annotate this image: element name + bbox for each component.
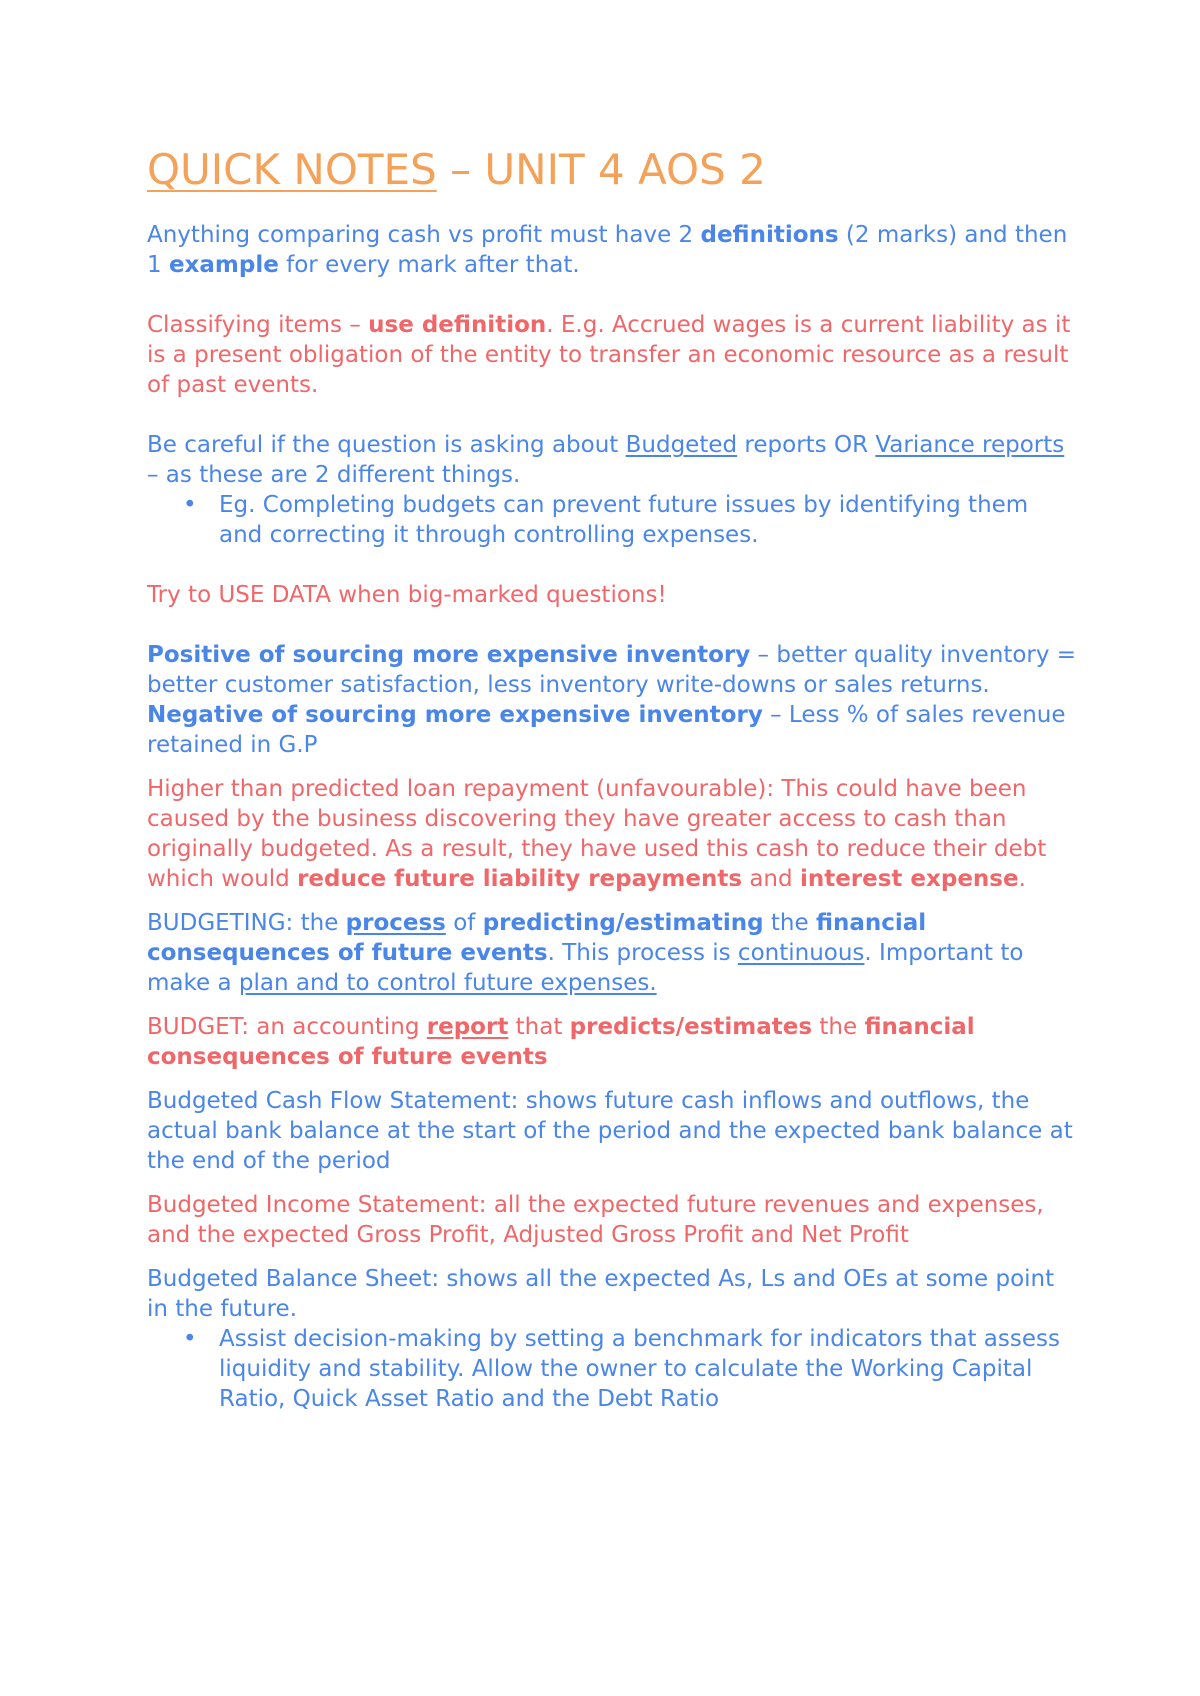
text: that (508, 1014, 570, 1040)
note-budgeted-vs-variance (147, 430, 1077, 490)
text: the (763, 910, 816, 936)
text: for every mark after that. (278, 252, 580, 278)
bold-text: use definition (368, 312, 547, 338)
title-rest: – UNIT 4 AOS 2 (436, 145, 766, 194)
text: Be careful if the question is asking about (147, 432, 626, 458)
underlined-text: continuous (737, 940, 865, 966)
text: Classifying items – (147, 312, 369, 338)
note-balance-sheet (147, 1264, 1077, 1324)
bullet-list (147, 1324, 1077, 1414)
bullet-list (147, 490, 1077, 550)
text: the (812, 1014, 865, 1040)
text: and (742, 866, 800, 892)
text: – better quality inventory = better customer satisfaction, less inventory write-downs or sales returns. (147, 642, 1077, 698)
text: . E.g. Accrued wages is a current liability as it is a present obligation of the entity to transfer an economic resource as a result of past events. (147, 312, 1071, 398)
text: Higher than predicted loan repayment (unfavourable): This could have been caused by the business discovering they have greater access to cash than originally budgeted. As a result, they have used this cash to reduce their debt which would (147, 776, 1047, 892)
list-item-text: Assist decision-making by setting a benchmark for indicators that assess liquidity and stability. Allow the owner to calculate the Working Capital Ratio, Quick Asset Ratio and the Debt Ratio (219, 1326, 1060, 1412)
text: of (445, 910, 483, 936)
bold-text: example (168, 252, 279, 278)
page-title (147, 140, 1077, 200)
list-item-text: Eg. Completing budgets can prevent future issues by identifying them and correcting it through controlling expenses. (219, 492, 1029, 548)
note-positive-inventory (147, 640, 1077, 700)
underlined-text: Variance reports (875, 432, 1065, 458)
note-cash-vs-profit (147, 220, 1077, 280)
title-underlined: QUICK NOTES (147, 145, 437, 194)
bold-text: predicts/estimates (569, 1014, 813, 1040)
bullet-icon: • (183, 492, 197, 518)
note-loan-repayment (147, 774, 1077, 894)
list-item (183, 1324, 1077, 1414)
text: Budgeted Cash Flow Statement: shows future cash inflows and outflows, the actual bank balance at the start of the period and the expected bank balance at the end of the period (147, 1088, 1073, 1174)
text: BUDGET: an accounting (147, 1014, 427, 1040)
underlined-text: Budgeted (625, 432, 738, 458)
note-income-statement (147, 1190, 1077, 1250)
note-negative-inventory (147, 700, 1077, 760)
list-item (183, 490, 1077, 550)
text: BUDGETING: the (147, 910, 346, 936)
bold-underlined-text: process (345, 910, 446, 936)
bullet-icon: • (183, 1326, 197, 1352)
bold-text: financial consequences of future events (147, 1014, 975, 1070)
note-use-data (147, 580, 1077, 610)
bold-underlined-text: report (426, 1014, 509, 1040)
bold-text: Negative of sourcing more expensive inventory (147, 702, 763, 728)
text: Budgeted Income Statement: all the expected future revenues and expenses, and the expected Gross Profit, Adjusted Gross Profit and Net Profit (147, 1192, 1044, 1248)
bold-text: Positive of sourcing more expensive inventory (147, 642, 751, 668)
text: Anything comparing cash vs profit must have 2 (147, 222, 701, 248)
text: . This process is (547, 940, 738, 966)
document-page (147, 140, 1077, 1414)
note-classifying-items (147, 310, 1077, 400)
text: Budgeted Balance Sheet: shows all the expected As, Ls and OEs at some point in the future. (147, 1266, 1055, 1322)
text: – as these are 2 different things. (147, 462, 521, 488)
text: . (1018, 866, 1026, 892)
text: reports OR (737, 432, 876, 458)
underlined-text: plan and to control future expenses. (238, 970, 657, 996)
bold-text: definitions (700, 222, 839, 248)
note-budgeting-definition (147, 908, 1077, 998)
text: . Important to make a (147, 940, 1024, 996)
note-cash-flow-statement (147, 1086, 1077, 1176)
text: Try to USE DATA when big-marked questions! (147, 582, 667, 608)
bold-text: financial consequences of future events (147, 910, 927, 966)
bold-text: reduce future liability repayments (297, 866, 743, 892)
bold-text: predicting/estimating (482, 910, 764, 936)
note-budget-definition (147, 1012, 1077, 1072)
text: – Less % of sales revenue retained in G.P (147, 702, 1066, 758)
text: (2 marks) and then 1 (147, 222, 1068, 278)
bold-text: interest expense (799, 866, 1019, 892)
